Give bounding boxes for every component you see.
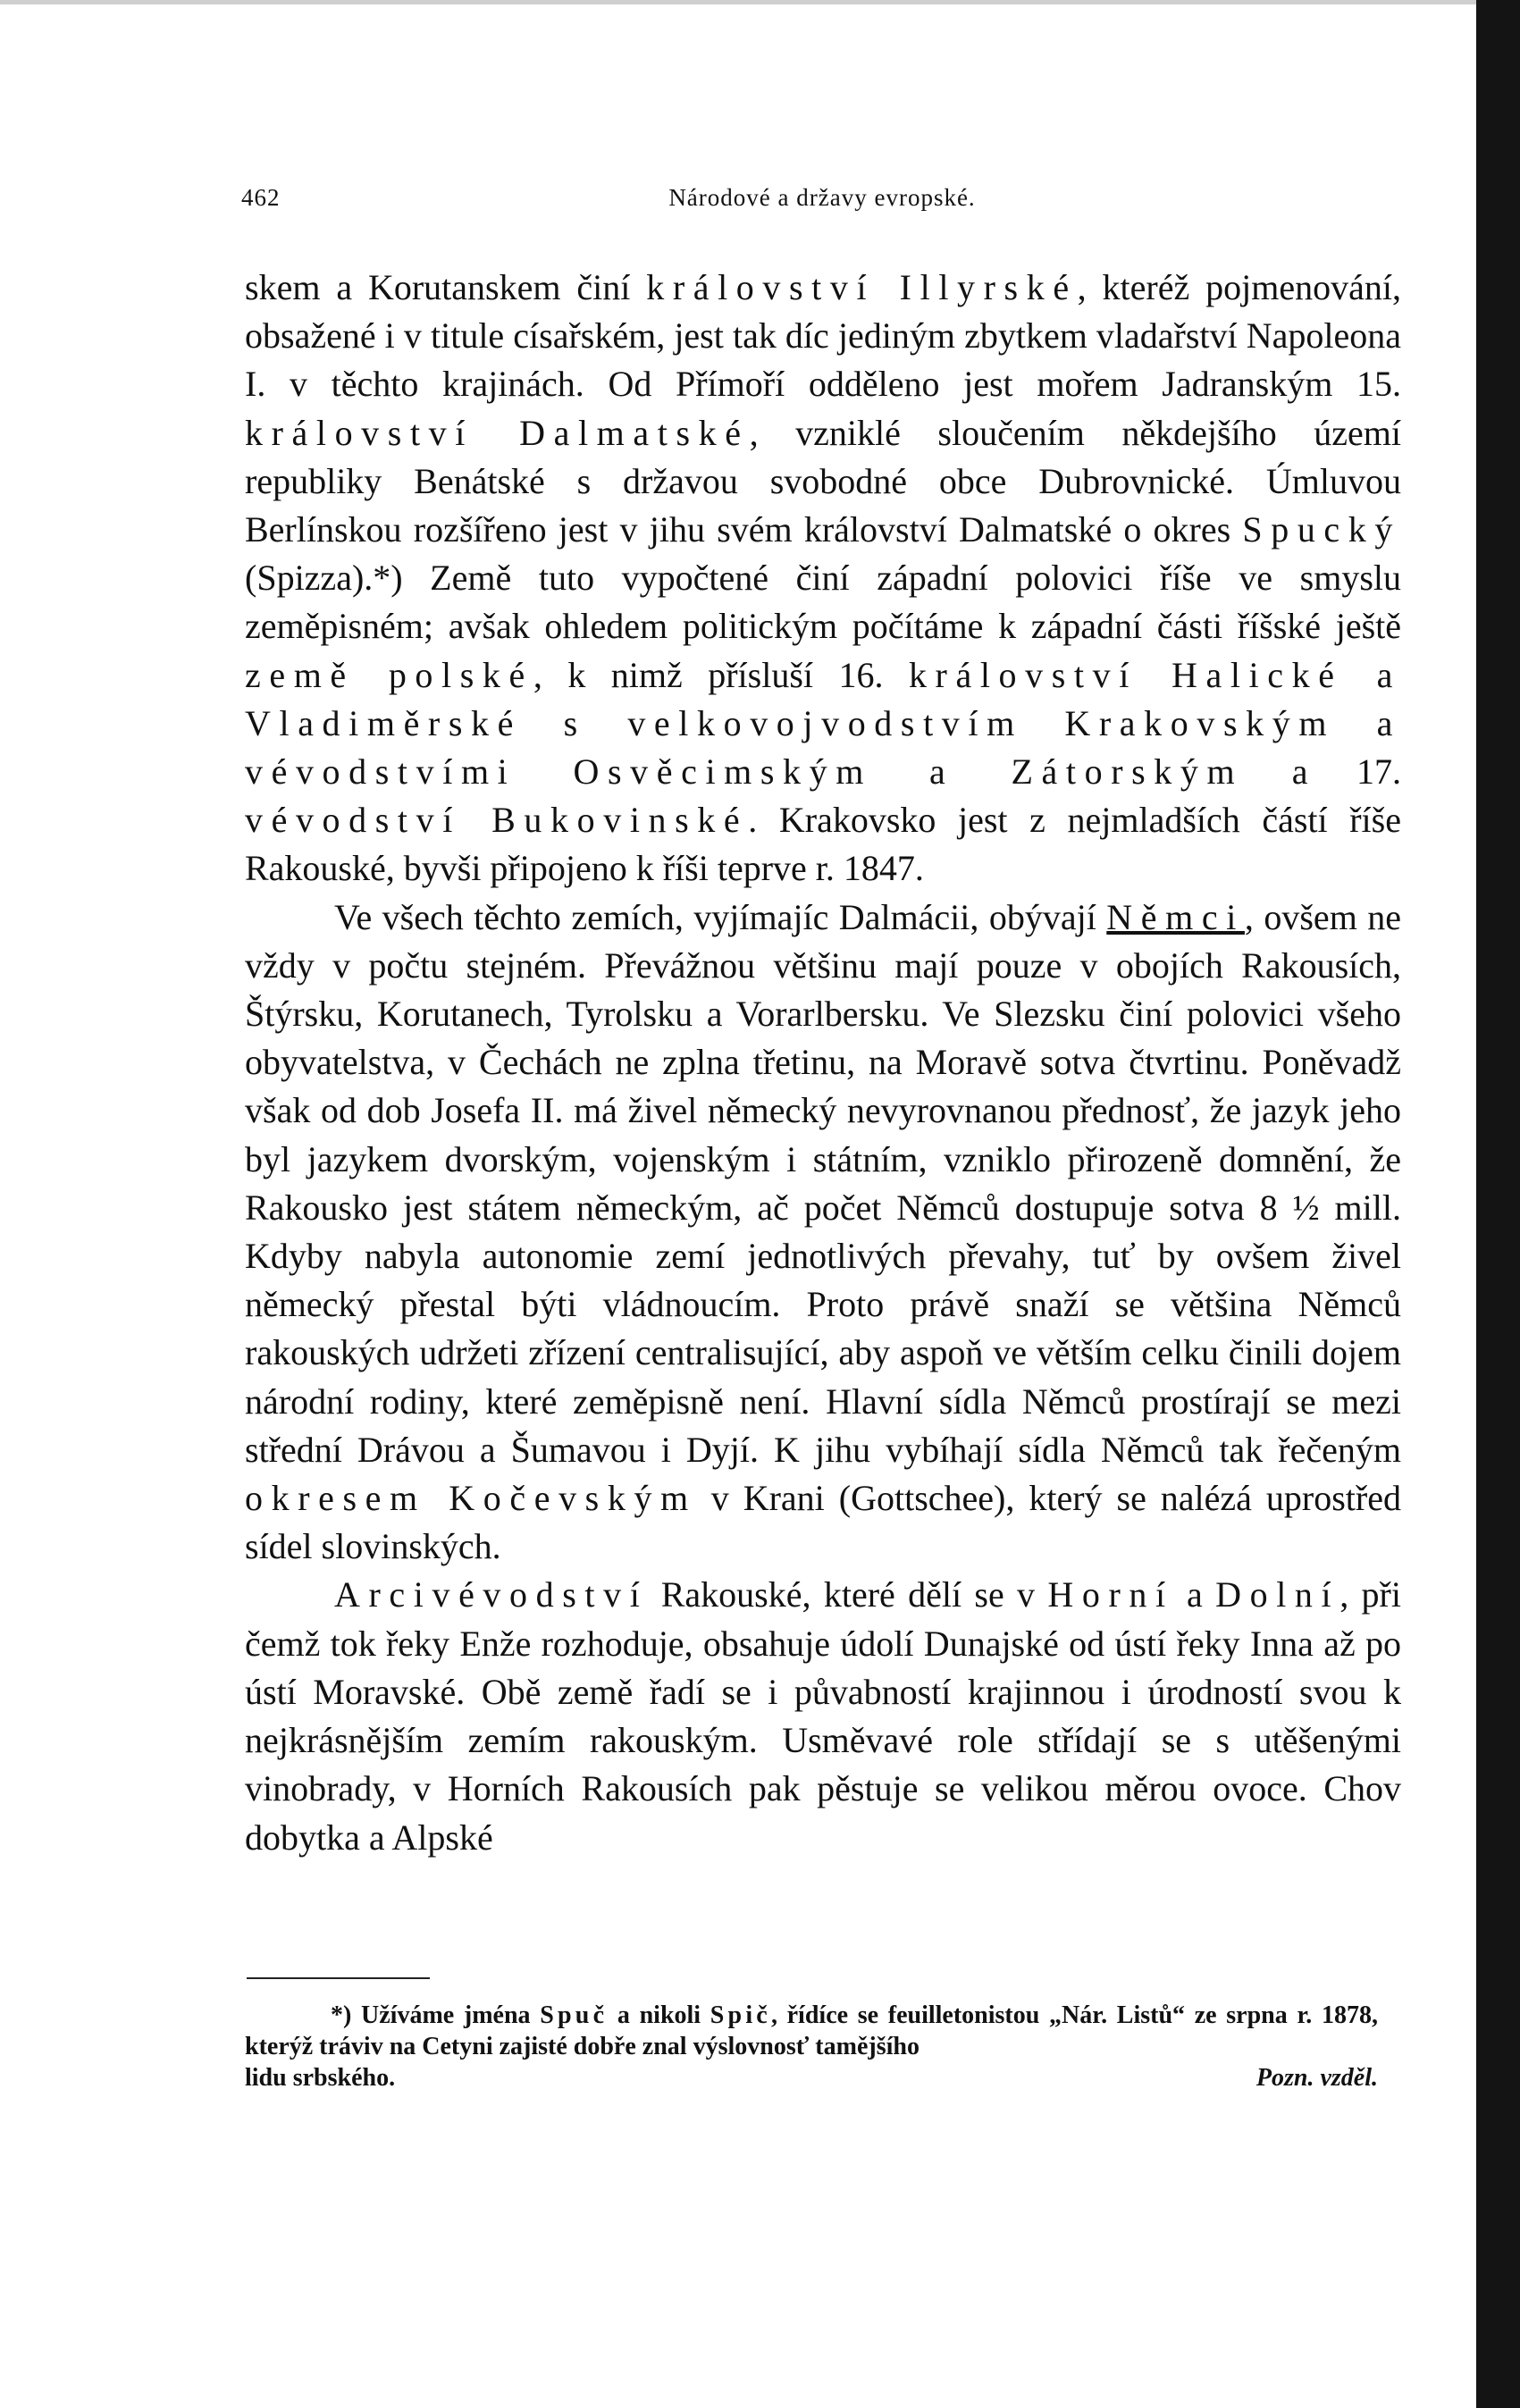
body-text — [245, 264, 1401, 1862]
paragraph-2 — [245, 894, 1401, 1572]
emphasized-text: Spucký — [1242, 509, 1401, 550]
text-run: , ovšem ne vždy v počtu stejném. Převážnou většinu mají pouze v obojích Rakousích, Štýrsku, Korutanech, Tyrolsku a Vorarlbersku. Ve Slezsku činí polovici všeho obyvatelstva, v Čechách ne zplna třetinu, na Moravě sotva čtvrtinu. Poněvadž však od dob Josefa II. má živel německý nevyrovnanou přednosť, že jazyk jeho byl jazykem dvorským, vojenským i státním, vzniklo přirozeně domnění, že Rakousko jest státem německým, ač počet Němců dostupuje sotva 8 ½ mill. Kdyby nabyla autonomie zemí jednotlivých převahy, tuť by ovšem živel německý přestal býti vládnoucím. Proto právě snaží se většina Němců rakouských udržeti zřízení centralisující, aby aspoň ve větším celku činili dojem národní rodiny, které zeměpisně není. Hlavní sídla Němců prostírají se mezi střední Drávou a Šumavou i Dyjí. K jihu vybíhají sídla Němců tak řečeným — [245, 896, 1402, 1470]
text-run: a — [1173, 1574, 1216, 1615]
scan-right-edge — [1476, 0, 1520, 2408]
text-run: , k nimž přísluší 16. — [533, 654, 909, 695]
text-run: a nikoli — [608, 2001, 710, 2029]
footnote-signature: Pozn. vzděl. — [1255, 2064, 1378, 2092]
text-run: , vzniklé sloučením někdejšího území republiky Benátské s državou svobodné obce Dubrovnické. Úmluvou Berlínskou rozšířeno jest v jihu svém království Dalmatské o okres — [245, 412, 1401, 550]
page-header — [241, 184, 1403, 220]
emphasized-text: Spuč — [540, 2001, 609, 2029]
text-run: , při čemž tok řeky Enže rozhoduje, obsahuje údolí Dunajské od ústí řeky Inna až po ústí Moravské. Obě země řadí se i půvabností krajinnou i úrodností svou k nejkrásnějším zemím rakouským. Usměvavé role střídají se s utěšenými vinobrady, v Horních Rakousích pak pěstuje se velikou měrou ovoce. Chov dobytka a Alpské — [245, 1574, 1401, 1858]
emphasized-text: Spič — [710, 2001, 771, 2029]
text-run: Rakouské, které dělí se v — [648, 1574, 1048, 1615]
text-run: , řídíce se feuilletonistou „Nár. Listů“ ze srpna r. 1878, kterýž tráviv na Cetyni zajisté dobře znal výslovnosť tamějšího — [245, 2001, 1379, 2060]
emphasized-text: království Halické a Vladiměrské s velkovojvodstvím Krakovským a vévodstvími Osvěcimským a Zátorským — [245, 654, 1401, 793]
text-run: a 17. — [1243, 751, 1401, 793]
footnote-last-line — [245, 2062, 1378, 2093]
emphasized-text: Horní — [1047, 1574, 1174, 1615]
text-run: , kteréž pojmenování, obsažené i v titule císařském, jest tak díc jediným zbytkem vladařství Napoleona I. v těchto krajinách. Od Přímoří odděleno jest mořem Jadranským 15. — [245, 267, 1401, 405]
paragraph-1 — [245, 264, 1401, 894]
footnote-divider — [247, 1977, 430, 1979]
emphasized-text: království Dalmatské — [245, 412, 750, 453]
scan-top-edge — [0, 0, 1476, 4]
emphasized-text: Němci — [1106, 896, 1245, 937]
text-run: Ve všech těchto zemích, vyjímajíc Dalmácii, obývají — [334, 896, 1107, 937]
footnote-text — [245, 2000, 1378, 2062]
emphasized-text: okresem Kočevským — [245, 1478, 697, 1519]
text-run: v Krani (Gottschee), který se nalézá uprostřed sídel slovinských. — [245, 1478, 1401, 1567]
text-run: *) Užíváme jména — [331, 2001, 541, 2029]
page-number: 462 — [241, 184, 281, 211]
emphasized-text: Arcivévodství — [334, 1574, 649, 1615]
footnote-closing: lidu srbského. — [245, 2064, 396, 2092]
text-run: . Krakovsko jest z nejmladších částí říše Rakouské, byvši připojeno k říši teprve r. 1847. — [245, 800, 1401, 889]
paragraph-3 — [245, 1571, 1401, 1861]
text-run: skem a Korutanskem činí — [245, 267, 647, 307]
emphasized-text: království Illyrské — [646, 267, 1078, 307]
running-title: Národové a državy evropské. — [668, 184, 976, 211]
text-run: (Spizza).*) Země tuto vypočtené činí západní polovici říše ve smyslu zeměpisném; avšak ohledem politickým počítáme k západní části říšské ještě — [245, 558, 1401, 647]
emphasized-text: země polské — [245, 654, 533, 695]
emphasized-text: Dolní — [1215, 1574, 1340, 1615]
emphasized-text: vévodství Bukovinské — [245, 800, 749, 841]
